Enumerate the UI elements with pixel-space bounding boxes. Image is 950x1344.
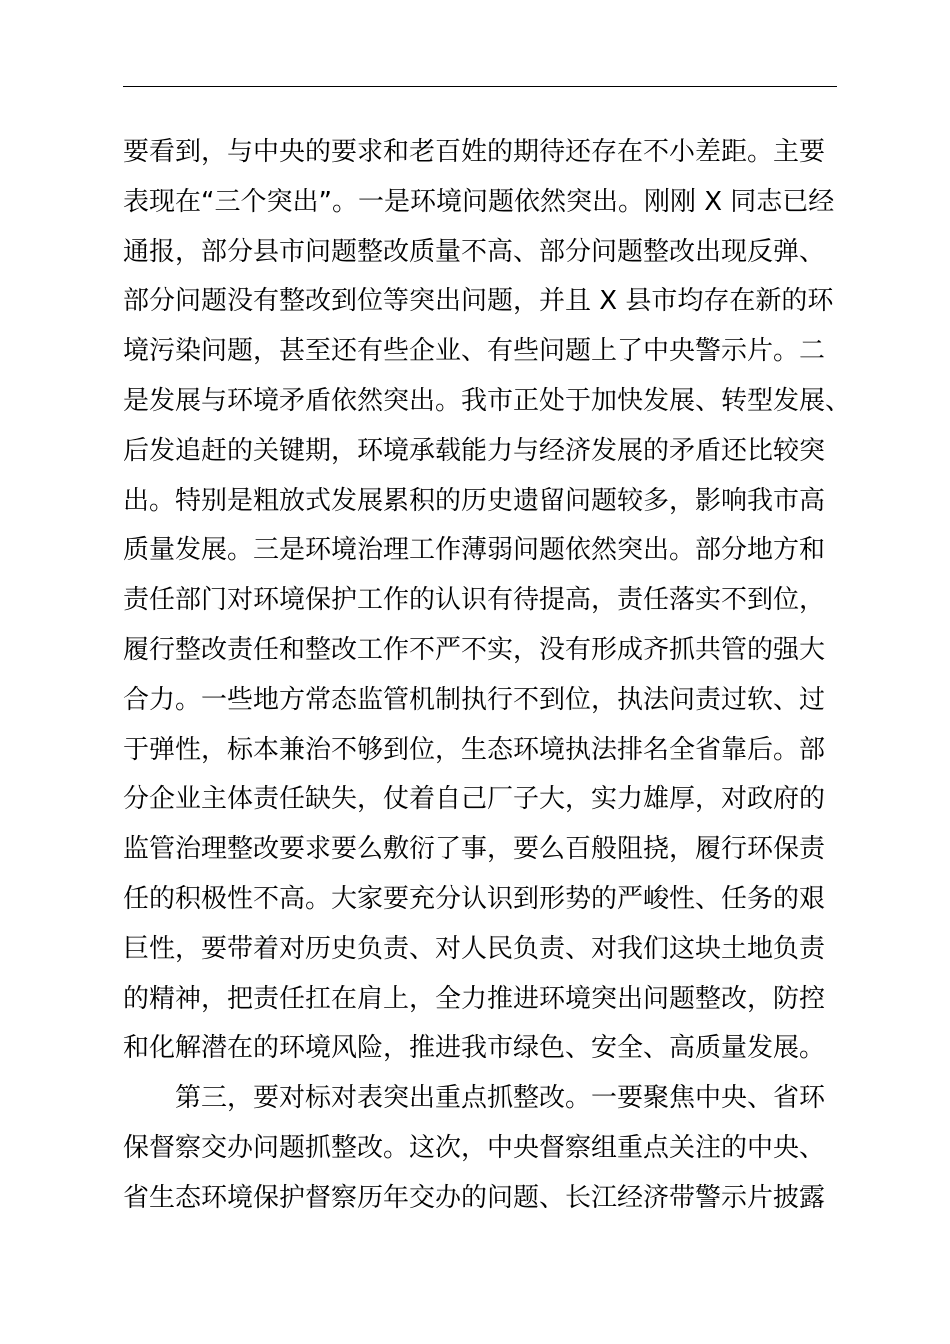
text-line: 通报，部分县市问题整改质量不高、部分问题整改出现反弹、	[123, 236, 826, 267]
text-line: 省生态环境保护督察历年交办的问题、长江经济带警示片披露	[123, 1182, 826, 1213]
text-line: 合力。一些地方常态监管机制执行不到位，执法问责过软、过	[123, 684, 826, 715]
document-body	[123, 128, 853, 1224]
text-line: 出。特别是粗放式发展累积的历史遗留问题较多，影响我市高	[123, 485, 826, 516]
text-line: 质量发展。三是环境治理工作薄弱问题依然突出。部分地方和	[123, 535, 826, 566]
text-line: 履行整改责任和整改工作不严不实，没有形成齐抓共管的强大	[123, 634, 826, 665]
text-line: 表现在“三个突出”。一是环境问题依然突出。刚刚 X 同志已经	[123, 186, 835, 217]
text-line: 监管治理整改要求要么敷衍了事，要么百般阻挠，履行环保责	[123, 834, 826, 865]
text-line: 任的积极性不高。大家要充分认识到形势的严峻性、任务的艰	[123, 883, 826, 914]
text-line: 于弹性，标本兼治不够到位，生态环境执法排名全省靠后。部	[123, 734, 826, 765]
text-line: 巨性，要带着对历史负责、对人民负责、对我们这块土地负责	[123, 933, 826, 964]
text-line: 分企业主体责任缺失，仗着自己厂子大，实力雄厚，对政府的	[123, 784, 826, 815]
paragraph-start-line: 第三，要对标对表突出重点抓整改。一要聚焦中央、省环	[175, 1083, 826, 1114]
text-line: 的精神，把责任扛在肩上，全力推进环境突出问题整改，防控	[123, 983, 826, 1014]
header-rule	[123, 86, 837, 87]
text-line: 境污染问题，甚至还有些企业、有些问题上了中央警示片。二	[123, 336, 826, 367]
text-line: 要看到，与中央的要求和老百姓的期待还存在不小差距。主要	[123, 137, 826, 167]
text-line: 是发展与环境矛盾依然突出。我市正处于加快发展、转型发展、	[123, 385, 852, 416]
text-line: 责任部门对环境保护工作的认识有待提高，责任落实不到位，	[123, 585, 826, 616]
text-line: 和化解潜在的环境风险，推进我市绿色、安全、高质量发展。	[123, 1033, 826, 1064]
text-line: 部分问题没有整改到位等突出问题，并且 X 县市均存在新的环	[123, 286, 834, 317]
text-line: 后发追赶的关键期，环境承载能力与经济发展的矛盾还比较突	[123, 435, 826, 466]
text-line: 保督察交办问题抓整改。这次，中央督察组重点关注的中央、	[123, 1132, 826, 1163]
